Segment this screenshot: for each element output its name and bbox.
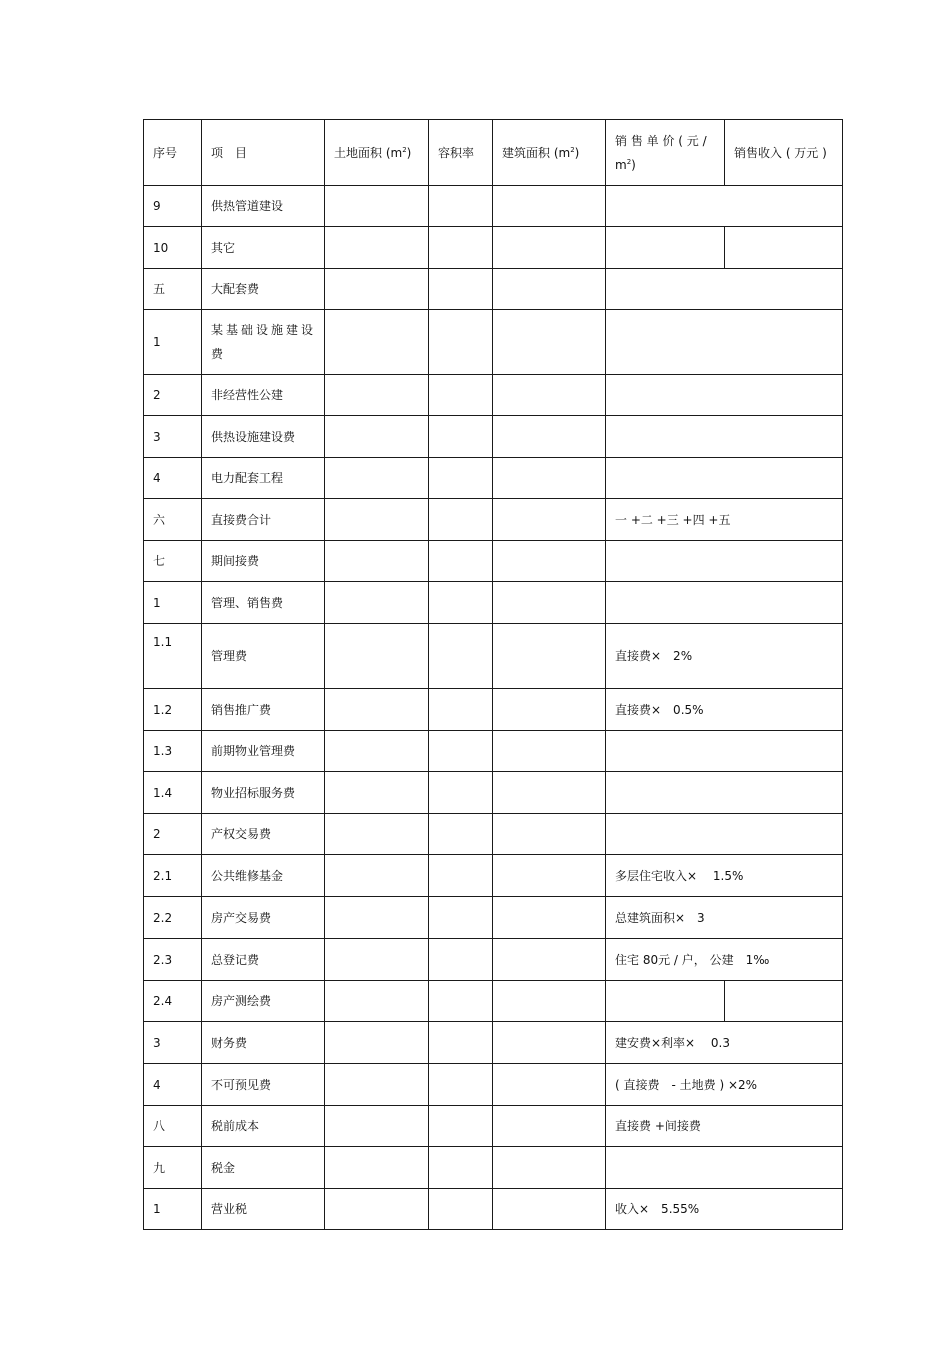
row-floor-area [493, 1147, 606, 1189]
header-floor-area: 建筑面积 $(m^2)$ [493, 120, 606, 186]
row-land-area [325, 897, 429, 939]
table-row [144, 624, 843, 689]
row-seq: 2 [144, 814, 202, 855]
row-unit-price [606, 227, 725, 269]
row-seq: 六 [144, 499, 202, 541]
row-item: 大配套费 [202, 269, 325, 310]
row-item: 管理、销售费 [202, 582, 325, 624]
table-row [144, 1147, 843, 1189]
row-seq: 1 [144, 582, 202, 624]
row-plot-ratio [429, 416, 493, 458]
row-item: 直接费合计 [202, 499, 325, 541]
row-land-area [325, 1064, 429, 1106]
row-floor-area [493, 186, 606, 227]
row-calculation-note [606, 582, 843, 624]
row-unit-price [606, 981, 725, 1022]
row-seq: 七 [144, 541, 202, 582]
row-plot-ratio [429, 1147, 493, 1189]
header-row [144, 120, 843, 186]
row-land-area [325, 814, 429, 855]
row-calculation-note [606, 814, 843, 855]
row-calculation-note [606, 1147, 843, 1189]
header-land-area: 土地面积 $(m^2)$ [325, 120, 429, 186]
table-row [144, 375, 843, 416]
row-item: 产权交易费 [202, 814, 325, 855]
row-plot-ratio [429, 1022, 493, 1064]
row-calculation-note: 住宅 80元 / 户， 公建 1‰ [606, 939, 843, 981]
table-row [144, 541, 843, 582]
row-item: 其它 [202, 227, 325, 269]
table-row [144, 227, 843, 269]
row-seq: 2.2 [144, 897, 202, 939]
table-row [144, 1189, 843, 1230]
row-plot-ratio [429, 269, 493, 310]
row-calculation-note [606, 772, 843, 814]
row-land-area [325, 624, 429, 689]
row-calculation-note: 一 +二 +三 +四 +五 [606, 499, 843, 541]
row-item: 电力配套工程 [202, 458, 325, 499]
row-item: 供热管道建设 [202, 186, 325, 227]
row-calculation-note: 直接费× 2% [606, 624, 843, 689]
row-item: 期间接费 [202, 541, 325, 582]
row-calculation-note [606, 416, 843, 458]
table-row [144, 772, 843, 814]
row-land-area [325, 582, 429, 624]
header-item: 项 目 [202, 120, 325, 186]
row-land-area [325, 1106, 429, 1147]
row-plot-ratio [429, 939, 493, 981]
row-seq: 9 [144, 186, 202, 227]
row-floor-area [493, 458, 606, 499]
row-land-area [325, 458, 429, 499]
row-item: 非经营性公建 [202, 375, 325, 416]
row-calculation-note: 总建筑面积× 3 [606, 897, 843, 939]
table-row [144, 499, 843, 541]
row-land-area [325, 375, 429, 416]
row-item: 房产测绘费 [202, 981, 325, 1022]
table-row [144, 689, 843, 731]
row-seq: 1.2 [144, 689, 202, 731]
row-plot-ratio [429, 458, 493, 499]
row-floor-area [493, 1106, 606, 1147]
row-item: 管理费 [202, 624, 325, 689]
row-calculation-note: 直接费× 0.5% [606, 689, 843, 731]
row-floor-area [493, 375, 606, 416]
row-plot-ratio [429, 310, 493, 375]
row-seq: 八 [144, 1106, 202, 1147]
row-seq: 2 [144, 375, 202, 416]
row-seq: 10 [144, 227, 202, 269]
row-floor-area [493, 772, 606, 814]
row-floor-area [493, 541, 606, 582]
row-item: 营业税 [202, 1189, 325, 1230]
row-plot-ratio [429, 855, 493, 897]
row-seq: 1.1 [144, 624, 202, 689]
table-row [144, 897, 843, 939]
row-land-area [325, 1147, 429, 1189]
row-seq: 五 [144, 269, 202, 310]
row-plot-ratio [429, 689, 493, 731]
row-item: 前期物业管理费 [202, 731, 325, 772]
row-land-area [325, 689, 429, 731]
row-floor-area [493, 981, 606, 1022]
row-item: 不可预见费 [202, 1064, 325, 1106]
row-floor-area [493, 624, 606, 689]
table-row [144, 1022, 843, 1064]
row-item: 税前成本 [202, 1106, 325, 1147]
row-land-area [325, 981, 429, 1022]
row-item: 房产交易费 [202, 897, 325, 939]
row-land-area [325, 1022, 429, 1064]
row-item: 物业招标服务费 [202, 772, 325, 814]
header-revenue: 销售收入 ( 万元 ) [725, 120, 843, 186]
row-floor-area [493, 814, 606, 855]
table-row [144, 981, 843, 1022]
row-plot-ratio [429, 375, 493, 416]
row-plot-ratio [429, 897, 493, 939]
row-plot-ratio [429, 624, 493, 689]
row-plot-ratio [429, 499, 493, 541]
row-floor-area [493, 731, 606, 772]
row-item: 总登记费 [202, 939, 325, 981]
row-calculation-note [606, 375, 843, 416]
row-seq: 九 [144, 1147, 202, 1189]
row-seq: 3 [144, 1022, 202, 1064]
row-seq: 4 [144, 1064, 202, 1106]
table-row [144, 416, 843, 458]
header-unit-price: 销 售 单 价 ( 元 $/m^2$) [606, 120, 725, 186]
row-floor-area [493, 269, 606, 310]
row-land-area [325, 939, 429, 981]
header-plot-ratio: 容积率 [429, 120, 493, 186]
row-plot-ratio [429, 1189, 493, 1230]
row-plot-ratio [429, 582, 493, 624]
row-floor-area [493, 582, 606, 624]
row-plot-ratio [429, 541, 493, 582]
row-land-area [325, 186, 429, 227]
row-land-area [325, 772, 429, 814]
table-row [144, 269, 843, 310]
row-land-area [325, 855, 429, 897]
table-row [144, 855, 843, 897]
row-floor-area [493, 499, 606, 541]
row-calculation-note: 直接费 +间接费 [606, 1106, 843, 1147]
row-item: 销售推广费 [202, 689, 325, 731]
row-land-area [325, 1189, 429, 1230]
row-plot-ratio [429, 814, 493, 855]
row-land-area [325, 310, 429, 375]
table-row [144, 1106, 843, 1147]
row-calculation-note: 多层住宅收入× 1.5% [606, 855, 843, 897]
row-item: 税金 [202, 1147, 325, 1189]
row-item: 财务费 [202, 1022, 325, 1064]
row-floor-area [493, 855, 606, 897]
table-row [144, 939, 843, 981]
row-seq: 3 [144, 416, 202, 458]
row-land-area [325, 227, 429, 269]
table-row [144, 186, 843, 227]
row-land-area [325, 269, 429, 310]
row-plot-ratio [429, 731, 493, 772]
row-calculation-note: ( 直接费 - 土地费 ) ×2% [606, 1064, 843, 1106]
row-floor-area [493, 416, 606, 458]
row-plot-ratio [429, 227, 493, 269]
row-floor-area [493, 1064, 606, 1106]
table-row [144, 458, 843, 499]
header-seq: 序号 [144, 120, 202, 186]
row-seq: 2.3 [144, 939, 202, 981]
table-row [144, 731, 843, 772]
row-plot-ratio [429, 1064, 493, 1106]
table-row [144, 582, 843, 624]
cost-estimate-table [143, 119, 843, 1230]
row-item: 公共维修基金 [202, 855, 325, 897]
row-seq: 2.1 [144, 855, 202, 897]
table-row [144, 310, 843, 375]
row-calculation-note [606, 458, 843, 499]
row-seq: 1.3 [144, 731, 202, 772]
table-row [144, 1064, 843, 1106]
row-land-area [325, 541, 429, 582]
row-revenue [725, 227, 843, 269]
row-floor-area [493, 310, 606, 375]
row-floor-area [493, 1189, 606, 1230]
row-land-area [325, 731, 429, 772]
row-seq: 1 [144, 310, 202, 375]
row-plot-ratio [429, 981, 493, 1022]
row-land-area [325, 416, 429, 458]
row-plot-ratio [429, 1106, 493, 1147]
row-calculation-note [606, 269, 843, 310]
row-floor-area [493, 897, 606, 939]
row-calculation-note: 收入× 5.55% [606, 1189, 843, 1230]
row-seq: 2.4 [144, 981, 202, 1022]
row-calculation-note [606, 186, 843, 227]
row-plot-ratio [429, 186, 493, 227]
row-land-area [325, 499, 429, 541]
row-seq: 1 [144, 1189, 202, 1230]
row-floor-area [493, 227, 606, 269]
row-seq: 4 [144, 458, 202, 499]
row-calculation-note [606, 310, 843, 375]
row-floor-area [493, 1022, 606, 1064]
row-calculation-note: 建安费×利率× 0.3 [606, 1022, 843, 1064]
row-calculation-note [606, 541, 843, 582]
row-item: 某基础设施建设费 [202, 310, 325, 375]
table-row [144, 814, 843, 855]
row-calculation-note [606, 731, 843, 772]
row-floor-area [493, 939, 606, 981]
row-floor-area [493, 689, 606, 731]
row-seq: 1.4 [144, 772, 202, 814]
row-revenue [725, 981, 843, 1022]
row-plot-ratio [429, 772, 493, 814]
row-item: 供热设施建设费 [202, 416, 325, 458]
